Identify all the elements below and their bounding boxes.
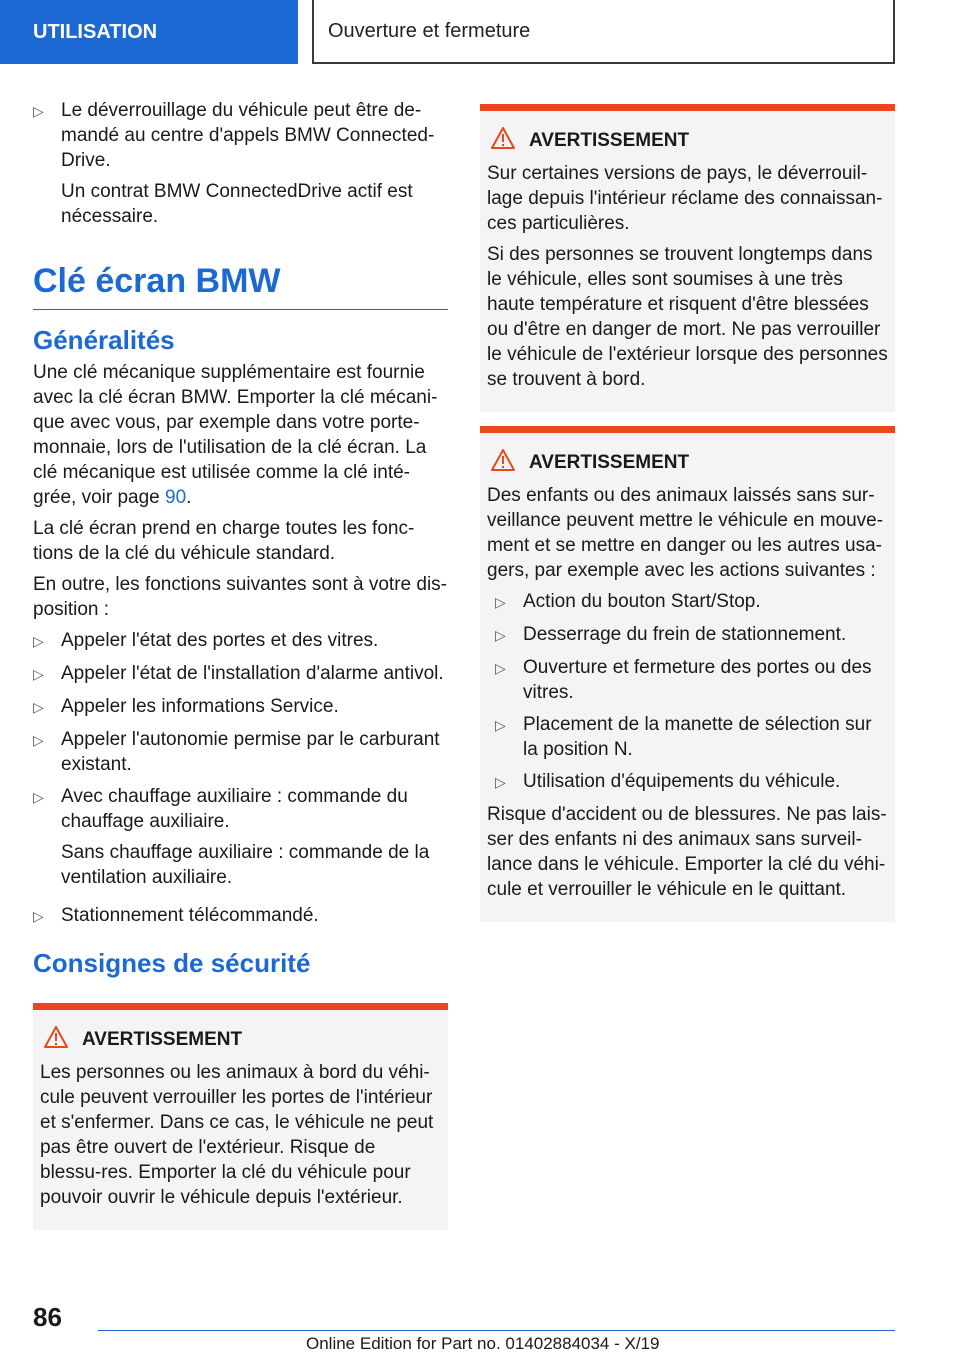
list-item [487,769,888,795]
list-item [33,661,448,687]
right-column [480,104,895,936]
triangle-bullet-icon: ▷ [33,732,44,748]
left-column [33,98,448,1244]
list-item-text: Utilisation d'équipements du véhicule. [523,771,841,792]
warning-triangle-icon [40,1026,82,1054]
list-item-text: Appeler l'état de l'installation d'alarme antivol. [61,663,444,684]
warning-box [33,1003,448,1230]
warning-text: Les personnes ou les animaux à bord du véhi-cule peuvent verrouiller les portes de l'intérieur et s'enfermer. Dans ce cas, le véhicule ne peut pas être ouvert de l'extérieur. Risque de blessu-res. Emporter la clé du véhicule pour pouvoir ouvrir le véhicule depuis l'extérieur. [40,1062,434,1208]
list-item-text: Appeler l'autonomie permise par le carburant existant. [61,729,440,775]
triangle-bullet-icon: ▷ [33,103,44,119]
warning-title: AVERTISSEMENT [529,452,690,473]
general-paragraph-2: La clé écran prend en charge toutes les fonc-tions de la clé du véhicule standard. [33,518,415,564]
warning-box-1 [480,104,895,412]
intro-bullet-text: Le déverrouillage du véhicule peut être de-mandé au centre d'appels BMW Connected-Drive. [61,100,435,171]
warning-triangle-icon [487,449,529,477]
warning-header [487,127,888,155]
warning-box-2 [480,426,895,922]
page-reference-link[interactable]: 90 [165,487,187,508]
list-item [33,727,448,777]
subsection-safety-title: Consignes de sécurité [33,948,311,978]
triangle-bullet-icon: ▷ [33,633,44,649]
warning-header [487,449,888,477]
list-item [33,784,448,896]
header-section-label: UTILISATION [33,20,158,43]
warning-paragraph-2: Si des personnes se trouvent longtemps dans le véhicule, elles sont soumises à une très haute température et risquent d'être blessées ou d'être en danger de mort. Ne pas verrouiller le véhicule de l'extérieur lorsque des personnes se trouvent à bord. [487,244,888,390]
footer-edition: Online Edition for Part no. 01402884034 - X/19 [306,1334,660,1353]
triangle-bullet-icon: ▷ [495,660,506,676]
list-item [487,589,888,615]
list-item-note: Sans chauffage auxiliaire : commande de la ventilation auxiliaire. [61,842,430,888]
header-chapter [312,0,895,64]
page-number: 86 [33,1302,62,1332]
triangle-bullet-icon: ▷ [495,627,506,643]
subsection-general-title: Généralités [33,325,175,355]
general-paragraph-3: En outre, les fonctions suivantes sont à votre dis-position : [33,574,447,620]
intro-bullet [33,98,448,235]
list-item-text: Appeler l'état des portes et des vitres. [61,630,379,651]
list-item-text: Stationnement télécommandé. [61,905,319,926]
warning-triangle-icon [487,127,529,155]
triangle-bullet-icon: ▷ [33,666,44,682]
section-title: Clé écran BMW [33,261,448,310]
header-chapter-label: Ouverture et fermeture [328,19,531,42]
triangle-bullet-icon: ▷ [495,774,506,790]
list-item-text: Desserrage du frein de stationnement. [523,624,847,645]
warning-paragraph-1: Sur certaines versions de pays, le déverrouil-lage depuis l'intérieur réclame des connaissan-ces particulières. [487,163,883,234]
general-paragraph-1 [33,360,448,510]
list-item-text: Action du bouton Start/Stop. [523,591,761,612]
triangle-bullet-icon: ▷ [495,594,506,610]
intro-bullet-note: Un contrat BMW ConnectedDrive actif est nécessaire. [61,181,413,227]
list-item [33,694,448,720]
warning-header [40,1026,441,1054]
triangle-bullet-icon: ▷ [495,717,506,733]
warning-paragraph-1: Des enfants ou des animaux laissés sans sur-veillance peuvent mettre le véhicule en mouve-ment et se mettre en danger ou les autres usa-gers, par exemple avec les actions suivantes : [487,485,884,581]
list-item-text: Appeler les informations Service. [61,696,339,717]
list-item-text: Avec chauffage auxiliaire : commande du chauffage auxiliaire. [61,786,408,832]
general-p1-end: . [186,487,192,508]
warning-title: AVERTISSEMENT [82,1029,243,1050]
list-item [33,628,448,654]
list-item-text: Placement de la manette de sélection sur la position N. [523,714,872,760]
list-item [487,655,888,705]
header-section [0,0,298,64]
list-item-text: Ouverture et fermeture des portes ou des vitres. [523,657,872,703]
warning-title: AVERTISSEMENT [529,130,690,151]
triangle-bullet-icon: ▷ [33,699,44,715]
footer-divider [98,1330,895,1331]
list-item [487,622,888,648]
list-item [487,712,888,762]
general-p1-text: Une clé mécanique supplémentaire est fournie avec la clé écran BMW. Emporter la clé mécani-que avec vous, par exemple dans votre porte-monnaie, lors de l'utilisation de la clé écran. La clé mécanique est utilisée comme la clé inté-grée, voir page [33,362,438,508]
triangle-bullet-icon: ▷ [33,908,44,924]
list-item [33,903,448,929]
warning-paragraph-2: Risque d'accident ou de blessures. Ne pas lais-ser des enfants ni des animaux sans surveil-lance dans le véhicule. Emporter la clé du véhi-cule et verrouiller le véhicule en le quittant. [487,804,887,900]
triangle-bullet-icon: ▷ [33,789,44,805]
